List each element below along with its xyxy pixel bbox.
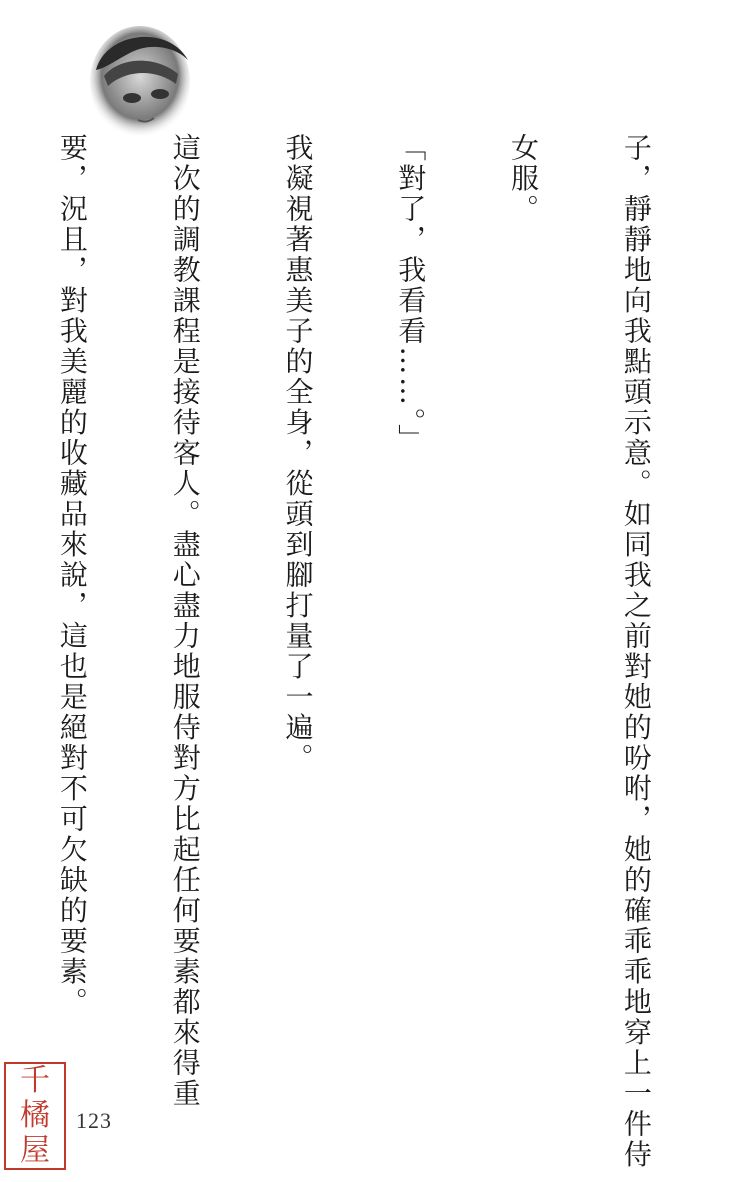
page-number: 123 bbox=[76, 1108, 112, 1133]
text-line: 這次的調教課程是接待客人。盡心盡力地服侍對方比起任何要素都來得重 bbox=[168, 133, 202, 1109]
text-line: 「對了，我看看……。」 bbox=[394, 133, 428, 455]
text-line: 女服。 bbox=[507, 133, 541, 225]
seal-char: 橘 bbox=[20, 1097, 50, 1133]
text-line: 要，況且，對我美麗的收藏品來說，這也是絕對不可欠缺的要素。 bbox=[55, 133, 89, 1018]
seal-char: 屋 bbox=[20, 1132, 50, 1168]
publisher-seal bbox=[4, 1062, 66, 1170]
character-illustration bbox=[88, 24, 192, 140]
text-line: 子，靜靜地向我點頭示意。如同我之前對她的吩咐，她的確乖乖地穿上一件侍 bbox=[619, 133, 653, 1170]
text-line: 我凝視著惠美子的全身，從頭到腳打量了一遍。 bbox=[281, 133, 315, 774]
seal-char: 千 bbox=[20, 1063, 50, 1099]
